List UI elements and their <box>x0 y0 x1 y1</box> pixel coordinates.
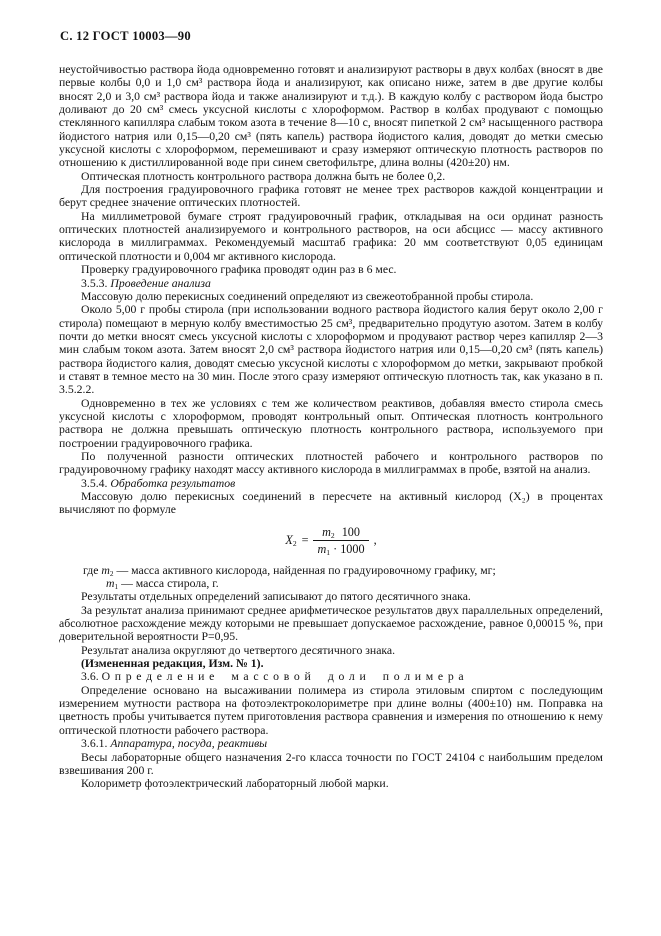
formula <box>59 526 603 556</box>
paragraph: Определение основано на высаживании полимера из стирола этиловым спиртом с последующим измерением мутности раствора на фотоэлектроколориметре при длине волны (400±10) нм. Поправка на цветность пробы учитывается путем приготовления раствора сравнения и измерения по отношению к нему оптической плотности рабочего раствора. <box>59 683 603 737</box>
paragraph: Результат анализа округляют до четвертого десятичного знака. <box>81 643 396 657</box>
section-number: 3.6.1. <box>81 737 108 751</box>
section-number: 3.5.4. <box>81 476 108 490</box>
formula-legend-line: где $m_2$ — масса активного кислорода, найденная по градуировочному графику, мг; <box>83 563 496 578</box>
formula-trailing-comma: , <box>373 533 377 548</box>
amendment-note: (Измененная редакция, Изм. № 1). <box>81 657 264 671</box>
paragraph: неустойчивостью раствора йода одновременно готовят и анализируют растворы в двух колбах (вносят в две первые колбы 0,0 и 1,0 см³ раствора йода и анализируют, как описано ниже, затем в две другие колбы вносят 2,0 и 3,0 см³ раствора йода и также анализируют и т.д.). В каждую колбу с раствором йода быстро доливают до 20 см³ смесь уксусной кислоты с хлороформом. Раствор в колбах продувают с помощью стеклянного капилляра слабым током азота в течение 8—10 с, вносят пипеткой 2 см³ насыщенного раствора йодистого натрия или 0,15—0,20 см³ (пять капель) раствора йодистого калия, доводят до метки смесью уксусной кислоты с хлороформом, перемешивают и сразу измеряют оптическую плотность растворов по отношению к дистиллированной воде при синем светофильтре, длина волны (420±20) нм. <box>59 63 603 170</box>
paragraph: По полученной разности оптических плотностей рабочего и контрольного растворов по градуировочному графику находят массу активного кислорода в миллиграммах в пробе, взятой на анализ. <box>59 449 603 477</box>
paragraph: Весы лабораторные общего назначения 2-го класса точности по ГОСТ 24104 с наибольшим пределом взвешивания 200 г. <box>59 750 603 777</box>
fraction <box>313 526 368 556</box>
section-heading-3-6-1 <box>59 737 603 750</box>
document-body <box>59 63 603 791</box>
paragraph: Около 5,00 г пробы стирола (при использовании водного раствора йодистого калия берут около 2,00 г стирола) помещают в мерную колбу вместимостью 25 см³, предварительно продутую азотом. Затем в колбу почти до метки вносят смесь уксусной кислоты с хлороформом и продувают раствор через капилляр 2—3 мин слабым током азота. Затем вносят 2,0 см³ раствора йодистого натрия или 0,15—0,20 см³ (пять капель) раствора йодистого калия, доводят смесью уксусной кислоты с хлороформом до метки, закрывают пробкой и ставят в темное место на 30 мин. После этого сразу измеряют оптическую плотность так, как указано в п. 3.5.2.2. <box>59 303 603 397</box>
section-number: 3.5.3. <box>81 276 108 290</box>
fraction-denominator: $m_1 \cdot 1000$ <box>317 541 365 557</box>
formula-lhs: $X_2$ <box>285 533 297 549</box>
paragraph: Результаты отдельных определений записывают до пятого десятичного знака. <box>81 590 471 604</box>
paragraph: За результат анализа принимают среднее арифметическое результатов двух параллельных определений, абсолютное расхождение между которыми не превышает допускаемое расхождение, равное 0,00015 %, при доверительной вероятности Р=0,95. <box>59 603 603 644</box>
section-heading-3-5-4 <box>59 477 603 490</box>
paragraph: Для построения градуировочного графика готовят не менее трех растворов каждой концентрации и берут среднее значение оптических плотностей. <box>59 183 603 210</box>
section-heading-3-6 <box>59 670 603 683</box>
paragraph: Одновременно в тех же условиях с тем же количеством реактивов, добавляя вместо стирола смесь уксусной кислоты с хлороформом, проводят контрольный опыт. Оптическая плотность контрольного раствора не должна превышать оптическую плотность контрольного раствора, используемого при построении градуировочного графика. <box>59 396 603 450</box>
section-number: 3.6. <box>81 670 99 684</box>
section-title: Аппаратура, посуда, реактивы <box>110 737 268 751</box>
page-header: С. 12 ГОСТ 10003—90 <box>60 29 191 43</box>
paragraph: Массовую долю перекисных соединений определяют из свежеотобранной пробы стирола. <box>81 289 534 303</box>
paragraph: Колориметр фотоэлектрический лабораторный любой марки. <box>81 777 389 791</box>
section-heading-3-5-3 <box>59 277 603 290</box>
section-title: Обработка результатов <box>110 476 236 490</box>
equals-sign: = <box>301 533 309 548</box>
fraction-numerator: $m_2$ 100 <box>313 526 368 542</box>
paragraph: Массовую долю перекисных соединений в пересчете на активный кислород (X₂) в процентах вычисляют по формуле <box>59 490 603 517</box>
paragraph: Оптическая плотность контрольного раствора должна быть не более 0,2. <box>81 169 446 183</box>
paragraph: На миллиметровой бумаге строят градуировочный график, откладывая на оси ординат разность оптических плотностей анализируемого и контрольного растворов, на оси абсцисс — массу активного кислорода в миллиграммах. Рекомендуемый масштаб графика: 20 мм соответствуют 0,05 единицам оптической плотности и 0,004 мг активного кислорода. <box>59 209 603 263</box>
section-title: Определение массовой доли полимера <box>101 670 469 684</box>
section-title: Проведение анализа <box>110 276 211 290</box>
formula-legend-line: $m_1$ — масса стирола, г. <box>106 577 219 591</box>
paragraph: Проверку градуировочного графика проводят один раз в 6 мес. <box>81 263 397 277</box>
